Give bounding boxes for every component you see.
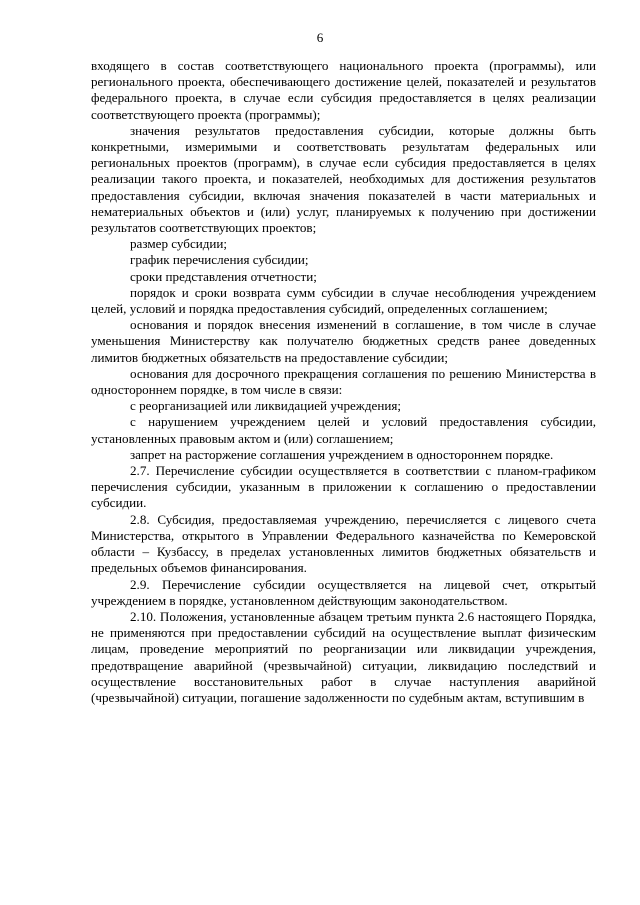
- paragraph: основания и порядок внесения изменений в соглашение, в том числе в случае уменьшения Министерству как получателю бюджетных средств ранее доведенных лимитов бюджетных обязательств на предоставление субсидии;: [91, 317, 596, 365]
- body-text: [91, 58, 596, 706]
- paragraph: 2.8. Субсидия, предоставляемая учреждению, перечисляется с лицевого счета Министерства, открытого в Управлении Федерального казначейства по Кемеровской области – Кузбассу, в пределах установленных лимитов бюджетных обязательств и предельных объемов финансирования.: [91, 511, 596, 576]
- paragraph: 2.7. Перечисление субсидии осуществляется в соответствии с планом-графиком перечисления субсидии, указанным в приложении к соглашению о предоставлении субсидии.: [91, 463, 596, 511]
- paragraph: с реорганизацией или ликвидацией учреждения;: [130, 398, 402, 414]
- paragraph: с нарушением учреждением целей и условий предоставления субсидии, установленных правовым актом и (или) соглашением;: [91, 414, 596, 446]
- paragraph: входящего в состав соответствующего национального проекта (программы), или регионального проекта, обеспечивающего достижение целей, показателей и результатов федерального проекта, в случае если субсидия предоставляется в целях реализации соответствующего проекта (программы);: [91, 58, 596, 122]
- paragraph: 2.9. Перечисление субсидии осуществляется на лицевой счет, открытый учреждением в порядке, установленном действующим законодательством.: [91, 576, 596, 608]
- paragraph: сроки представления отчетности;: [130, 268, 317, 284]
- paragraph: график перечисления субсидии;: [130, 252, 309, 268]
- paragraph: запрет на расторжение соглашения учреждением в одностороннем порядке.: [130, 446, 554, 462]
- paragraph: значения результатов предоставления субсидии, которые должны быть конкретными, измеримыми и соответствовать результатам федеральных или региональных проектов (программ), в случае если субсидия предоставляется в целях реализации такого проекта, и показателей, необходимых для достижения результатов предоставления субсидии, включая значения показателей в части материальных и нематериальных объектов и (или) услуг, планируемых к получению при достижении результатов соответствующих проектов;: [91, 122, 596, 236]
- paragraph: порядок и сроки возврата сумм субсидии в случае несоблюдения учреждением целей, условий и порядка предоставления субсидий, определенных соглашением;: [91, 284, 596, 317]
- paragraph: основания для досрочного прекращения соглашения по решению Министерства в одностороннем порядке, в том числе в связи:: [91, 365, 596, 398]
- paragraph: размер субсидии;: [130, 236, 228, 252]
- page-number: 6: [316, 30, 324, 45]
- paragraph: 2.10. Положения, установленные абзацем третьим пункта 2.6 настоящего Порядка, не применяются при предоставлении субсидий на осуществление выплат физическим лицам, проведение мероприятий по реорганизации или ликвидации учреждения, предотвращение аварийной (чрезвычайной) ситуации, ликвидацию последствий и осуществление восстановительных работ в случае наступления аварийной (чрезвычайной) ситуации, погашение задолженности по судебным актам, вступившим в: [91, 608, 596, 705]
